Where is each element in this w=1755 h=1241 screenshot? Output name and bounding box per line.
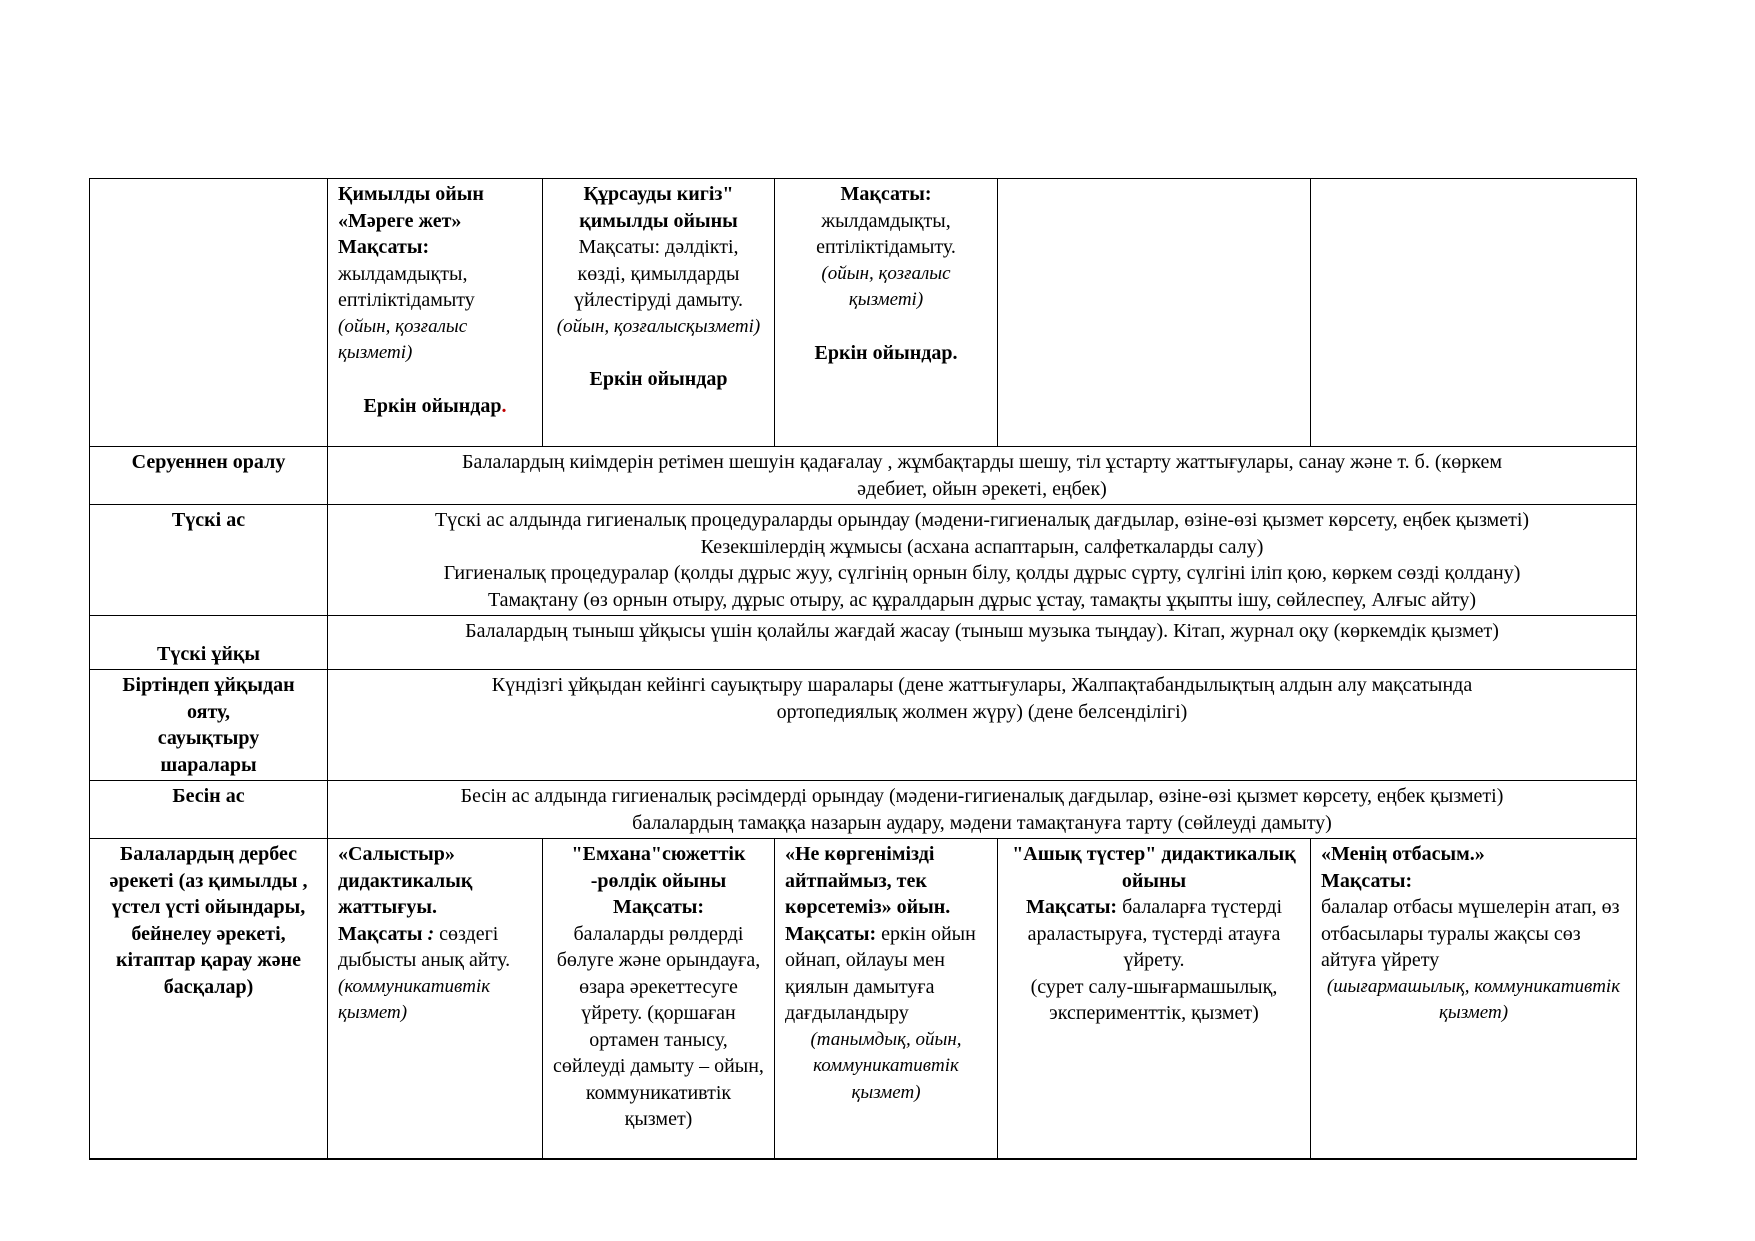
row-content bbox=[328, 616, 1637, 670]
goal-label: Мақсаты: bbox=[1025, 896, 1118, 918]
content-line: Түскі ас алдында гигиеналық процедураларды орындау (мәдени-гигиеналық дағдылар, өзіне-өзі қызмет көрсету, еңбек қызметі) bbox=[434, 509, 1530, 531]
lunch-row bbox=[90, 505, 1637, 616]
games-row bbox=[90, 179, 1637, 447]
content-line: Кезекшілердің жұмысы (асхана аспаптарын, салфеткаларды салу) bbox=[700, 535, 1264, 558]
goal-text: Мақсаты: дәлдікті, көзді, қимылдарды үйлестіруді дамыту. bbox=[573, 236, 744, 311]
goal-text bbox=[338, 921, 532, 974]
activity-title: «Менің отбасым.» bbox=[1321, 843, 1485, 865]
goal-label: Мақсаты: bbox=[785, 922, 877, 945]
content-line: Балалардың тыныш ұйқысы үшін қолайлы жағдай жасау (тыныш музыка тыңдау). Кітап, журнал оқу (көркемдік қызмет) bbox=[465, 620, 1499, 642]
goal-body: балаларға түстерді араластыруға, түстерді атауға үйрету. bbox=[1027, 896, 1282, 971]
row-label: Бесін ас bbox=[90, 781, 328, 839]
content-line: Бесін ас алдында гигиеналық рәсімдерді орындау (мәдени-гигиеналық дағдылар, өзіне-өзі қызмет көрсету, еңбек қызметі) bbox=[460, 785, 1504, 807]
goal-text: балалар отбасы мүшелерін атап, өз отбасылары туралы жақсы сөз айтуға үйрету bbox=[1321, 896, 1620, 971]
daily-plan-table bbox=[89, 178, 1637, 1160]
independent-activity-row bbox=[90, 839, 1637, 1159]
activity-note: (коммуникативтік қызмет) bbox=[338, 975, 491, 1023]
activity-cell-1 bbox=[328, 839, 543, 1159]
game-title: Құрсауды кигіз" қимылды ойыны bbox=[579, 183, 738, 232]
return-from-walk-row bbox=[90, 447, 1637, 505]
goal-label: Мақсаты: bbox=[338, 236, 430, 258]
activity-title: "Ашық түстер" дидактикалық ойыны bbox=[1012, 843, 1296, 892]
game-cell-3 bbox=[775, 179, 998, 447]
goal-text: жылдамдықты, ептіліктідамыту bbox=[338, 262, 475, 311]
content-line: Тамақтану (өз орнын отыру, дұрыс отыру, ас құралдарын дұрыс ұстау, тамақты ұқыпты ішу, сөйлеспеу, Алғыс айту) bbox=[487, 588, 1477, 611]
label-line: шаралары bbox=[160, 753, 257, 776]
activity-note: (ойын, қозғалыс қызметі) bbox=[338, 315, 468, 363]
goal-label: Мақсаты: bbox=[840, 183, 932, 205]
goal-body: еркін ойын ойнап, ойлауы мен қиялын дамытуға дағдыландыру bbox=[785, 922, 976, 1024]
goal-text: балаларды рөлдерді бөлуге және орындауға, өзара әрекеттесуге үйрету. (қоршаған ортамен танысу, сөйлеуді дамыту – ойын, коммуникативтік қызмет) bbox=[553, 922, 764, 1130]
content-line: әдебиет, ойын әрекеті, еңбек) bbox=[857, 477, 1107, 500]
content-line: Гигиеналық процедуралар (қолды дұрыс жуу, сүлгінің орнын білу, қолды дұрыс сүрту, сүлгіні іліп қою, көркем сөзді қолдану) bbox=[443, 562, 1521, 584]
row-label bbox=[90, 670, 328, 781]
activity-cell-2 bbox=[543, 839, 775, 1159]
label-line: Біртіндеп ұйқыдан bbox=[122, 674, 295, 696]
empty-cell bbox=[1311, 179, 1637, 447]
activity-note: (ойын, қозғалысқызметі) bbox=[556, 315, 761, 337]
content-line: ортопедиялық жолмен жүру) (дене белсенділігі) bbox=[776, 700, 1188, 723]
empty-label-cell bbox=[90, 179, 328, 447]
content-line: Күндізгі ұйқыдан кейінгі сауықтыру шаралары (дене жаттығулары, Жалпақтабандылықтың алдын алу мақсатында bbox=[491, 674, 1473, 696]
free-games-label: Еркін ойындар. bbox=[814, 341, 958, 364]
content-line: балалардың тамаққа назарын аудару, мәдени тамақтануға тарту (сөйлеуді дамыту) bbox=[632, 811, 1332, 834]
activity-title: «Салыстыр» дидактикалық жаттығуы. bbox=[338, 843, 473, 918]
goal-text: жылдамдықты, ептіліктідамыту. bbox=[816, 209, 956, 258]
activity-note: (шығармашылық, коммуникативтік қызмет) bbox=[1326, 975, 1621, 1023]
game-cell-1 bbox=[328, 179, 543, 447]
game-title-line2: «Мәреге жет» bbox=[338, 209, 462, 232]
goal-label: Мақсаты: bbox=[1321, 869, 1413, 892]
row-content bbox=[328, 781, 1637, 839]
activity-title: «Не көргенімізді айтпаймыз, тек көрсетеміз» ойын. bbox=[785, 843, 951, 918]
goal-colon: : bbox=[422, 922, 435, 945]
empty-cell bbox=[998, 179, 1311, 447]
goal-body: сөздегі дыбысты анық айту. bbox=[338, 922, 511, 971]
game-title-line1: Қимылды ойын bbox=[338, 183, 484, 205]
row-label: Түскі ұйқы bbox=[90, 616, 328, 670]
game-cell-2 bbox=[543, 179, 775, 447]
row-content bbox=[328, 505, 1637, 616]
activity-cell-5 bbox=[1311, 839, 1637, 1159]
content-line: Балалардың киімдерін ретімен шешуін қадағалау , жұмбақтарды шешу, тіл ұстарту жаттығулары, санау және т. б. (көркем bbox=[462, 451, 1502, 473]
wake-up-row bbox=[90, 670, 1637, 781]
goal-text bbox=[785, 921, 987, 1027]
row-label: Балалардың дербес әрекеті (аз қимылды , үстел үсті ойындары, бейнелеу әрекеті, кітаптар қарау және басқалар) bbox=[90, 839, 328, 1159]
free-games-dot: . bbox=[501, 394, 507, 417]
goal-text bbox=[1008, 894, 1300, 974]
activity-note: (ойын, қозғалыс қызметі) bbox=[821, 262, 951, 310]
row-label: Түскі ас bbox=[90, 505, 328, 616]
afternoon-snack-row bbox=[90, 781, 1637, 839]
activity-cell-4 bbox=[998, 839, 1311, 1159]
row-content bbox=[328, 447, 1637, 505]
activity-note: (сурет салу-шығармашылық, эксперименттік, қызмет) bbox=[1030, 975, 1278, 1024]
label-line: сауықтыру bbox=[157, 727, 260, 749]
goal-label: Мақсаты bbox=[338, 922, 423, 945]
goal-label: Мақсаты: bbox=[612, 896, 705, 918]
free-games-label: Еркін ойындар bbox=[589, 368, 728, 390]
row-label: Серуеннен оралу bbox=[90, 447, 328, 505]
row-content bbox=[328, 670, 1637, 781]
activity-note: (танымдық, ойын, коммуникативтік қызмет) bbox=[810, 1028, 962, 1103]
nap-row bbox=[90, 616, 1637, 670]
free-games-label: Еркін ойындар bbox=[363, 394, 502, 417]
free-games-text bbox=[338, 393, 532, 420]
activity-title: "Емхана"сюжеттік -рөлдік ойыны bbox=[571, 843, 746, 892]
activity-cell-3 bbox=[775, 839, 998, 1159]
label-line: ояту, bbox=[187, 700, 230, 723]
